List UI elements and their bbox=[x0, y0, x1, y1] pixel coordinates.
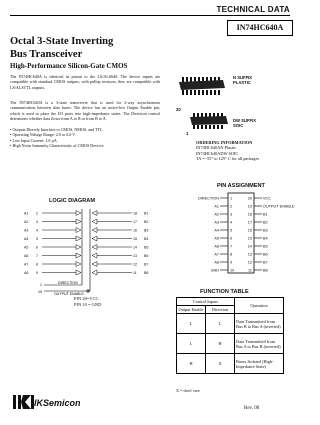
logic-b-pin: 12 bbox=[133, 262, 137, 267]
pin-number-left: 10 bbox=[230, 268, 235, 273]
ordering-heading: ORDERING INFORMATION bbox=[196, 140, 253, 145]
logic-a-label: A6 bbox=[24, 253, 29, 258]
table-row: H X Buses Isolated (High-Impedance State) bbox=[177, 354, 284, 374]
pin-label-left: A1 bbox=[214, 204, 219, 209]
direction-header: Direction bbox=[206, 306, 235, 314]
pin-label-right: B5 bbox=[263, 244, 268, 249]
logic-a-label: A2 bbox=[24, 219, 29, 224]
package-pin-top: 20 bbox=[176, 107, 181, 112]
pin-number-left: 2 bbox=[230, 204, 233, 209]
buffer-ab-icon bbox=[76, 262, 81, 267]
pin-number-right: 11 bbox=[248, 268, 252, 273]
pin-number-left: 7 bbox=[230, 244, 233, 249]
pin-number-left: 4 bbox=[230, 220, 233, 225]
logic-b-pin: 15 bbox=[133, 236, 137, 241]
buffer-ba-icon bbox=[92, 219, 97, 224]
title-line-2: Bus Transceiver bbox=[10, 49, 83, 60]
pin-number-left: 1 bbox=[230, 196, 233, 201]
logic-diagram-heading: LOGIC DIAGRAM bbox=[49, 198, 95, 204]
pin-label-right: OUTPUT ENABLE bbox=[263, 204, 295, 209]
pin-number-right: 17 bbox=[247, 220, 252, 225]
pin-label-right: B3 bbox=[263, 228, 268, 233]
description-paragraph-2: The IN74HC640A is a 3-state transceiver that is used for 2-way asynchronous communication between data buses. The device has an active-low Output Enable pin, which is used to place the I/O ports into high-impedance states. The Direction control determines whether data flows from A to B or from B to A. bbox=[10, 100, 160, 121]
ordering-line: IN74HC640AN Plastic bbox=[196, 145, 236, 151]
pin-number-right: 16 bbox=[247, 228, 252, 233]
header-label: TECHNICAL DATA bbox=[216, 5, 290, 14]
logic-a-pin: 5 bbox=[36, 236, 38, 241]
pin-number-left: 5 bbox=[230, 228, 233, 233]
logic-a-pin: 4 bbox=[36, 228, 38, 233]
table-row: L L Data Transmitted from Bus B to Bus A (inverted) bbox=[177, 314, 284, 334]
buffer-ba-icon bbox=[92, 262, 97, 267]
table-row: L H Data Transmitted from Bus A to Bus B (inverted) bbox=[177, 334, 284, 354]
logic-b-label: B1 bbox=[144, 211, 149, 216]
buffer-ba-icon bbox=[92, 253, 97, 258]
pin-number-left: 3 bbox=[230, 212, 233, 217]
logic-b-label: B6 bbox=[144, 253, 149, 258]
logic-a-label: A3 bbox=[24, 228, 29, 233]
pin-label-left: A7 bbox=[214, 252, 219, 257]
buffer-ba-icon bbox=[92, 236, 97, 241]
feature-item: • Outputs Directly Interface to CMOS, NMOS, and TTL bbox=[10, 127, 103, 132]
header-divider bbox=[10, 15, 290, 16]
pin-label-right: B8 bbox=[263, 268, 268, 273]
feature-item: • Low Input Current: 1.0 µA bbox=[10, 138, 103, 143]
logic-a-pin: 7 bbox=[36, 253, 38, 258]
logic-b-pin: 13 bbox=[133, 253, 137, 258]
logic-b-label: B3 bbox=[144, 228, 149, 233]
output-enable-header: Output Enable bbox=[177, 306, 206, 314]
pin-number-right: 18 bbox=[247, 212, 252, 217]
logic-a-pin: 6 bbox=[36, 245, 38, 250]
logic-b-pin: 17 bbox=[133, 219, 137, 224]
ordering-line: TA = -55° to 125° C for all packages bbox=[196, 156, 260, 162]
logic-b-label: B2 bbox=[144, 219, 149, 224]
ordering-line: IN74HC640ADW SOIC bbox=[196, 150, 239, 156]
logic-diagram bbox=[20, 205, 160, 297]
pin-label-left: A5 bbox=[214, 236, 219, 241]
logic-a-label: A7 bbox=[24, 262, 29, 267]
buffer-ab-icon bbox=[76, 211, 81, 216]
pin-label-left: A2 bbox=[214, 212, 219, 217]
buffer-ab-icon bbox=[76, 219, 81, 224]
brand-name: IKSemicon bbox=[34, 398, 81, 408]
logic-b-label: B8 bbox=[144, 270, 149, 275]
pin-label-right: B7 bbox=[263, 260, 268, 265]
function-table-heading: FUNCTION TABLE bbox=[200, 289, 249, 295]
dip-package-icon bbox=[176, 73, 228, 109]
buffer-ba-icon bbox=[92, 245, 97, 250]
pin-number-right: 12 bbox=[247, 260, 252, 265]
operation-header: Operation bbox=[235, 298, 284, 314]
package-dw-label: DW SUFFIX SOIC bbox=[233, 118, 257, 128]
part-number-box: IN74HC640A bbox=[227, 20, 293, 36]
pin-number-right: 13 bbox=[247, 252, 252, 257]
buffer-ba-icon bbox=[92, 228, 97, 233]
pin-label-left: A4 bbox=[214, 228, 219, 233]
pin-label-right: VCC bbox=[263, 196, 272, 201]
pin-label-left: A3 bbox=[214, 220, 219, 225]
dir-label: DIRECTION bbox=[58, 281, 78, 285]
pin-number-right: 14 bbox=[247, 244, 252, 249]
soic-package-icon bbox=[188, 110, 230, 134]
pin-assignment-diagram bbox=[184, 191, 296, 277]
function-table-note: X = don't care bbox=[176, 388, 200, 393]
feature-item: • High Noise Immunity Characteristic of CMOS Devices bbox=[10, 143, 103, 148]
pin-number-left: 6 bbox=[230, 236, 233, 241]
buffer-ab-icon bbox=[76, 245, 81, 250]
pin-number-right: 19 bbox=[247, 204, 252, 209]
logic-b-pin: 11 bbox=[133, 270, 137, 275]
oe-pin: 19 bbox=[38, 290, 42, 294]
logic-b-pin: 18 bbox=[133, 211, 137, 216]
logic-b-label: B4 bbox=[144, 236, 149, 241]
pin-label-right: B1 bbox=[263, 212, 268, 217]
pin-number-left: 8 bbox=[230, 252, 233, 257]
buffer-ab-icon bbox=[76, 236, 81, 241]
logic-b-label: B5 bbox=[144, 245, 149, 250]
pin-label-right: B4 bbox=[263, 236, 268, 241]
pin-label-right: B6 bbox=[263, 252, 268, 257]
pin-number-left: 9 bbox=[230, 260, 233, 265]
buffer-ba-icon bbox=[92, 270, 97, 275]
logic-a-pin: 2 bbox=[36, 211, 38, 216]
oe-label: OUTPUT ENABLE bbox=[54, 292, 84, 296]
feature-item: • Operating Voltage Range: 2.0 to 6.0 V bbox=[10, 132, 103, 137]
package-n-label: N SUFFIX PLASTIC bbox=[233, 75, 253, 85]
pin-assignment-heading: PIN ASSIGNMENT bbox=[217, 183, 265, 189]
logic-b-pin: 14 bbox=[133, 245, 137, 250]
logic-b-label: B7 bbox=[144, 262, 149, 267]
pin-label-left: DIRECTION bbox=[198, 196, 219, 201]
pin-number-right: 15 bbox=[247, 236, 252, 241]
logic-b-pin: 16 bbox=[133, 228, 137, 233]
function-table bbox=[176, 297, 284, 374]
revision-label: Rev. 00 bbox=[244, 406, 260, 411]
package-pin-bottom: 1 bbox=[186, 131, 189, 136]
logic-a-label: A5 bbox=[24, 245, 29, 250]
logic-a-label: A1 bbox=[24, 211, 29, 216]
logic-a-pin: 9 bbox=[36, 270, 38, 275]
control-inputs-header: Control Inputs bbox=[177, 298, 235, 306]
feature-list bbox=[10, 127, 103, 148]
pin-label-left: A8 bbox=[214, 260, 219, 265]
pin-label-left: GND bbox=[210, 268, 219, 273]
description-paragraph-1: The IN74HC640A is identical in pinout to the LS/ALS640. The device inputs are compatible with standard CMOS outputs; with pullup resistors, they are compatible with LS/ALSTTL outputs. bbox=[10, 74, 160, 90]
logic-a-pin: 3 bbox=[36, 219, 38, 224]
buffer-ab-icon bbox=[76, 253, 81, 258]
logic-a-label: A4 bbox=[24, 236, 29, 241]
ordering-information bbox=[196, 140, 292, 162]
title-line-1: Octal 3-State Inverting bbox=[10, 36, 114, 47]
buffer-ba-icon bbox=[92, 211, 97, 216]
dir-pin: 1 bbox=[40, 283, 42, 287]
subtitle: High-Performance Silicon-Gate CMOS bbox=[10, 62, 128, 70]
logic-a-pin: 8 bbox=[36, 262, 38, 267]
pin-label-left: A6 bbox=[214, 244, 219, 249]
power-pin-note: PIN 20=VCC PIN 10 = GND bbox=[74, 296, 102, 307]
buffer-ab-icon bbox=[76, 270, 81, 275]
buffer-ab-icon bbox=[76, 228, 81, 233]
pin-label-right: B2 bbox=[263, 220, 268, 225]
logic-a-label: A8 bbox=[24, 270, 29, 275]
pin-number-right: 20 bbox=[247, 196, 252, 201]
